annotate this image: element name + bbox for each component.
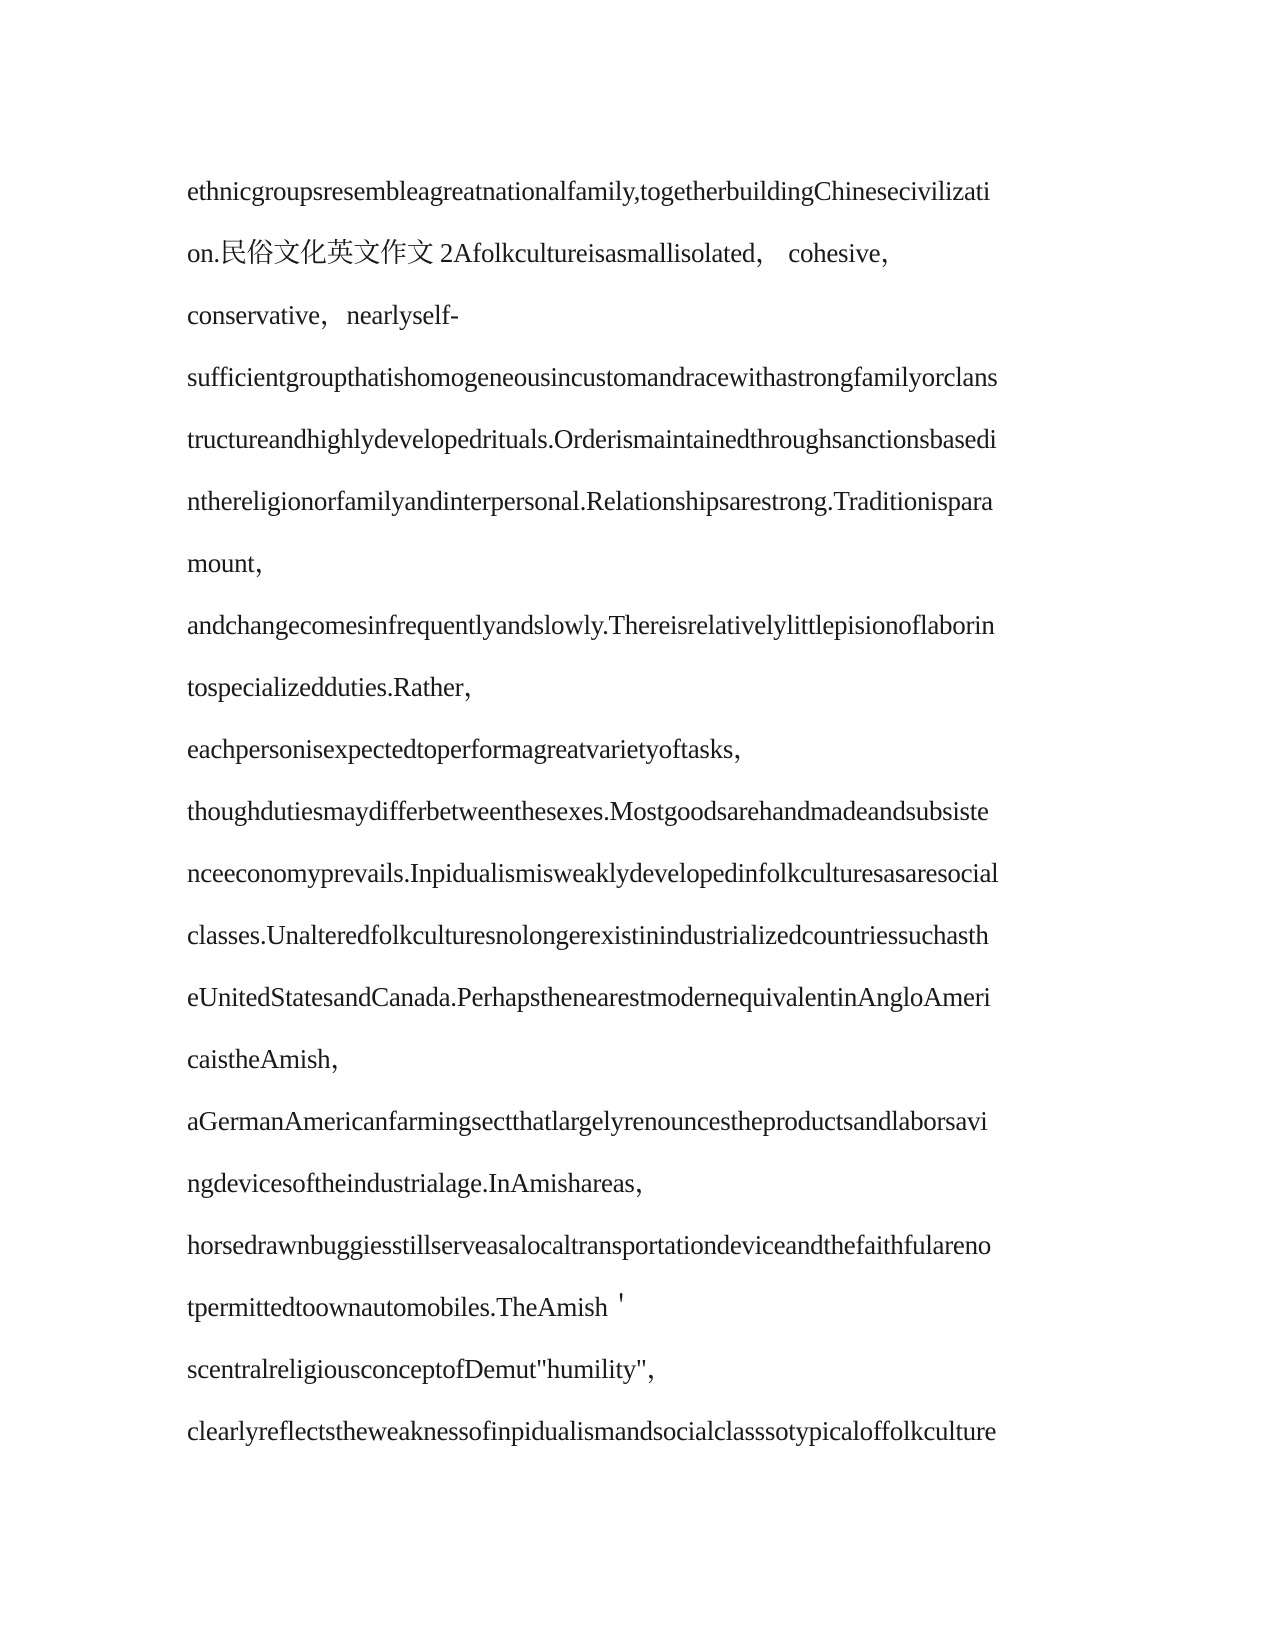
text-line: on.民俗文化英文作文 2Afolkcultureisasmallisolated， cohesive， <box>187 238 908 268</box>
text-line: nthereligionorfamilyandinterpersonal.Relationshipsarestrong.Traditionispara <box>187 486 993 516</box>
text-line: eUnitedStatesandCanada.PerhapsthenearestmodernequivalentinAngloAmeri <box>187 982 991 1012</box>
text-line: classes.Unalteredfolkculturesnolongerexistinindustrializedcountriessuchasth <box>187 920 989 950</box>
text-line: horsedrawnbuggiesstillserveasalocaltransportationdeviceandthefaithfulareno <box>187 1230 991 1260</box>
text-line: conservative，nearlyself- <box>187 300 459 330</box>
text-line: tpermittedtoownautomobiles.TheAmish＇ <box>187 1292 635 1322</box>
text-line: aGermanAmericanfarmingsectthatlargelyrenouncestheproductsandlaborsavi <box>187 1106 988 1136</box>
text-line: ethnicgroupsresembleagreatnationalfamily,togetherbuildingChinesecivilizati <box>187 176 991 206</box>
text-line: tructureandhighlydevelopedrituals.Orderismaintainedthroughsanctionsbasedi <box>187 424 997 454</box>
text-line: ngdevicesoftheindustrialage.InAmishareas， <box>187 1168 662 1198</box>
body-text <box>187 160 1087 1462</box>
text-line: tospecializedduties.Rather， <box>187 672 491 702</box>
text-line: clearlyreflectstheweaknessofinpidualismandsocialclasssotypicaloffolkculture <box>187 1416 997 1446</box>
text-line: nceeconomyprevails.Inpidualismisweaklydevelopedinfolkculturesasaresocial <box>187 858 999 888</box>
text-line: thoughdutiesmaydifferbetweenthesexes.Mostgoodsarehandmadeandsubsiste <box>187 796 989 826</box>
text-line: sufficientgroupthatishomogeneousincustomandracewithastrongfamilyorclans <box>187 362 998 392</box>
text-line: scentralreligiousconceptofDemut"humility"， <box>187 1354 674 1384</box>
text-line: eachpersonisexpectedtoperformagreatvarietyoftasks， <box>187 734 760 764</box>
text-line: mount， <box>187 548 282 578</box>
text-line: caistheAmish， <box>187 1044 358 1074</box>
text-line: andchangecomesinfrequentlyandslowly.Thereisrelativelylittlepisionoflaborin <box>187 610 995 640</box>
